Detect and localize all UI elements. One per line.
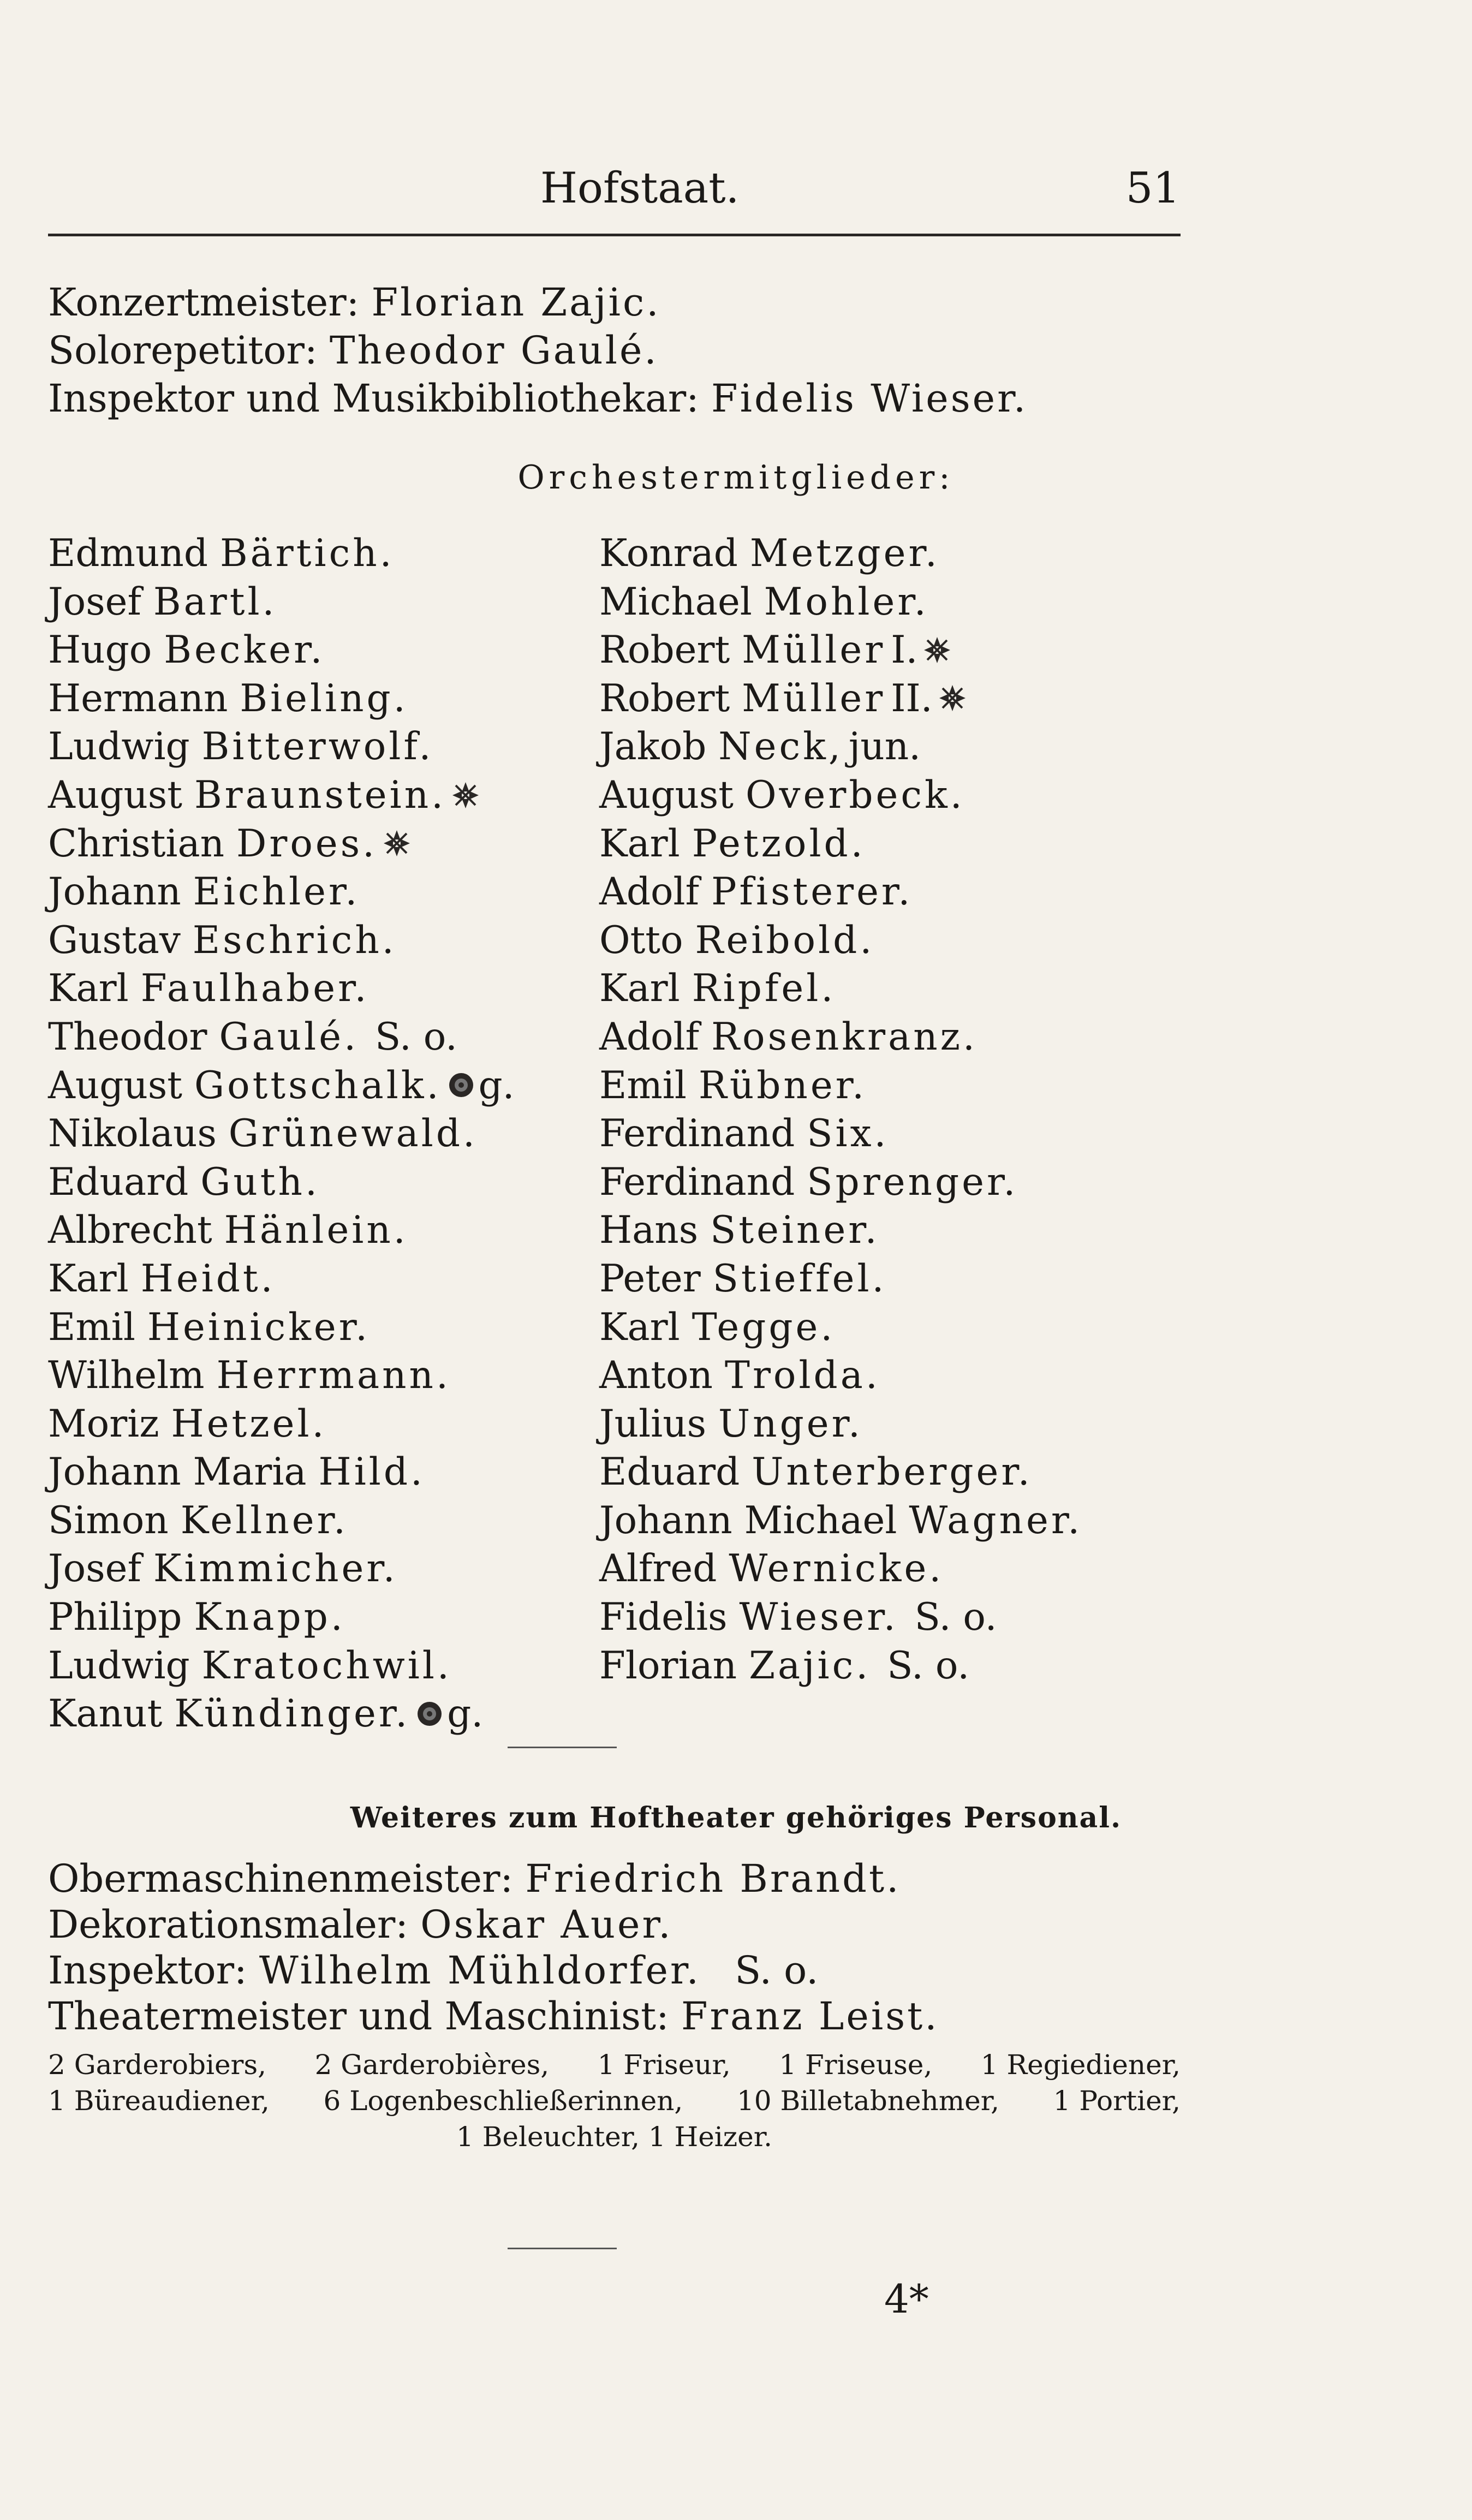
member-given-name: Edmund: [48, 532, 208, 575]
section-divider: [508, 1747, 617, 1748]
member-entry: [48, 1690, 588, 1738]
member-given-name: Ludwig: [48, 725, 190, 769]
member-entry: [599, 723, 1200, 771]
member-given-name: Gustav: [48, 918, 181, 962]
member-given-name: Josef: [48, 580, 141, 624]
member-family-name: Kimmicher.: [153, 1547, 398, 1591]
member-entry: [599, 1013, 1200, 1062]
staff-name: Theodor Gaulé.: [329, 328, 659, 373]
member-family-name: Tegge.: [692, 1305, 836, 1349]
order-cross-icon: [382, 822, 412, 871]
member-given-name: Karl: [599, 1305, 680, 1349]
member-entry: [48, 1303, 588, 1352]
signature-mark: 4*: [884, 2276, 929, 2322]
member-given-name: Eduard: [599, 1450, 740, 1494]
member-entry: [48, 1642, 588, 1690]
member-given-name: Florian: [599, 1643, 737, 1688]
member-given-name: Alfred: [599, 1547, 717, 1591]
order-medal-icon: [414, 1693, 445, 1741]
member-entry: [48, 626, 588, 675]
member-given-name: Hans: [599, 1208, 699, 1253]
staff-name: Fidelis Wieser.: [711, 376, 1028, 421]
misc-personnel-item: 2 Garderobiers,: [48, 2049, 266, 2081]
member-given-name: Johann Maria: [48, 1450, 307, 1494]
member-entry: [48, 529, 588, 578]
member-entry: [599, 626, 1200, 675]
member-family-name: Gottschalk.: [194, 1063, 442, 1107]
orchestra-heading: Orchestermitglieder:: [517, 458, 955, 497]
staff-role: Solorepetitor:: [48, 328, 318, 373]
member-family-name: Reibold.: [695, 918, 875, 962]
member-family-name: Droes.: [236, 821, 378, 866]
member-given-name: Anton: [599, 1354, 713, 1398]
member-family-name: Steiner.: [710, 1208, 880, 1253]
staff-role: Dekorationsmaler:: [48, 1902, 408, 1947]
member-family-name: Zajic.: [749, 1643, 871, 1688]
member-family-name: Faulhaber.: [140, 967, 370, 1011]
member-given-name: Emil: [599, 1063, 687, 1107]
member-family-name: Ripfel.: [692, 967, 836, 1011]
staff-name: Florian Zajic.: [371, 280, 661, 325]
member-entry: [599, 1593, 1200, 1642]
member-given-name: Josef: [48, 1547, 141, 1591]
member-given-name: Robert: [599, 676, 730, 720]
member-entry: [599, 529, 1200, 578]
staff-note: S. o.: [735, 1948, 819, 1993]
member-entry: [48, 820, 588, 868]
staff-name: Wilhelm Mühldorfer.: [259, 1948, 701, 1993]
header-rule: [48, 234, 1181, 236]
member-entry: [48, 964, 588, 1013]
member-given-name: Wilhelm: [48, 1354, 205, 1398]
member-given-name: Michael: [599, 580, 752, 624]
member-entry: [599, 578, 1200, 627]
member-family-name: Kellner.: [180, 1498, 348, 1542]
misc-personnel-line: 1 Beleuchter, 1 Heizer.: [456, 2121, 773, 2153]
staff-role: Theatermeister und Maschinist:: [48, 1994, 669, 2039]
member-entry: [48, 1400, 588, 1449]
staff-line: [48, 1993, 1194, 2039]
member-entry: [599, 1642, 1200, 1690]
members-left-column: [48, 529, 588, 1738]
member-entry: [48, 1448, 588, 1497]
page-number: 51: [1125, 164, 1180, 213]
member-family-name: Knapp.: [194, 1595, 345, 1640]
member-entry: [599, 1158, 1200, 1207]
member-family-name: Trolda.: [724, 1354, 880, 1398]
member-family-name: Wieser.: [739, 1595, 898, 1640]
member-family-name: Eichler.: [193, 870, 360, 914]
member-note: S. o.: [887, 1643, 970, 1688]
staff-line: [48, 278, 1183, 326]
member-given-name: Jakob: [599, 725, 707, 769]
staff-role: Obermaschinenmeister:: [48, 1856, 514, 1901]
member-family-name: Rosenkranz.: [711, 1015, 978, 1059]
member-family-name: Sprenger.: [807, 1160, 1018, 1204]
member-given-name: Karl: [48, 1256, 129, 1301]
member-given-name: August: [599, 773, 734, 817]
member-given-name: Fidelis: [599, 1595, 728, 1640]
member-entry: [599, 1545, 1200, 1593]
member-family-name: Wernicke.: [729, 1547, 944, 1591]
misc-personnel-item: 1 Portier,: [1053, 2085, 1181, 2117]
staff-role: Inspektor und Musikbibliothekar:: [48, 376, 699, 421]
member-family-name: Kündinger.: [174, 1692, 410, 1736]
misc-personnel-item: 10 Billetabnehmer,: [736, 2085, 1000, 2117]
member-family-name: Stieffel.: [712, 1256, 887, 1301]
member-family-name: Guth.: [200, 1160, 320, 1204]
staff-line: [48, 1947, 1194, 1993]
member-entry: [599, 820, 1200, 868]
member-entry: [599, 1448, 1200, 1497]
member-suffix: I.: [891, 628, 918, 672]
member-given-name: Karl: [599, 821, 680, 866]
member-given-name: Moriz: [48, 1402, 159, 1446]
member-given-name: Philipp: [48, 1595, 182, 1640]
member-entry: [599, 1255, 1200, 1303]
member-entry: [48, 1545, 588, 1593]
misc-personnel-item: 1 Friseur,: [597, 2049, 731, 2081]
staff-name: Oskar Auer.: [420, 1902, 673, 1947]
member-given-name: Hermann: [48, 676, 228, 720]
member-family-name: Grünewald.: [228, 1112, 478, 1156]
member-entry: [48, 771, 588, 820]
member-family-name: Braunstein.: [194, 773, 446, 817]
member-entry: [48, 723, 588, 771]
member-entry: [599, 1206, 1200, 1255]
member-entry: [48, 1158, 588, 1207]
misc-personnel-line: [48, 2083, 1181, 2119]
member-note: g.: [447, 1692, 484, 1736]
section-divider: [508, 2248, 617, 2249]
staff-name: Franz Leist.: [681, 1994, 939, 2039]
member-note: g.: [478, 1063, 515, 1107]
staff-role: Konzertmeister:: [48, 280, 360, 325]
misc-personnel-item: 1 Friseuse,: [779, 2049, 933, 2081]
member-entry: [599, 1303, 1200, 1352]
member-family-name: Bartl.: [153, 580, 277, 624]
member-entry: [599, 1110, 1200, 1158]
member-entry: [599, 1062, 1200, 1110]
members-right-column: [599, 529, 1200, 1690]
member-given-name: Ferdinand: [599, 1160, 795, 1204]
member-family-name: Petzold.: [692, 821, 866, 866]
member-given-name: August: [48, 773, 183, 817]
member-entry: [48, 1110, 588, 1158]
member-given-name: Ferdinand: [599, 1112, 795, 1156]
member-family-name: Neck,: [718, 725, 843, 769]
member-family-name: Kratochwil.: [201, 1643, 452, 1688]
member-given-name: Konrad: [599, 532, 738, 575]
staff-line: [48, 1856, 1194, 1902]
member-entry: [599, 964, 1200, 1013]
member-family-name: Overbeck.: [745, 773, 965, 817]
member-given-name: August: [48, 1063, 183, 1107]
staff-line: [48, 326, 1183, 374]
member-family-name: Heidt.: [140, 1256, 276, 1301]
further-personnel-heading: Weiteres zum Hoftheater gehöriges Personal.: [350, 1801, 1122, 1834]
member-note: S. o.: [914, 1595, 997, 1640]
member-given-name: Johann Michael: [599, 1498, 897, 1542]
member-suffix: jun.: [848, 725, 921, 769]
member-given-name: Simon: [48, 1498, 169, 1542]
member-given-name: Robert: [599, 628, 730, 672]
member-family-name: Pfisterer.: [711, 870, 913, 914]
member-family-name: Herrmann.: [216, 1354, 451, 1398]
member-given-name: Christian: [48, 821, 225, 866]
member-entry: [599, 1351, 1200, 1400]
member-given-name: Adolf: [599, 1015, 700, 1059]
member-entry: [599, 1497, 1200, 1545]
misc-personnel-item: 2 Garderobières,: [314, 2049, 550, 2081]
member-given-name: Adolf: [599, 870, 700, 914]
member-suffix: II.: [891, 676, 933, 720]
member-entry: [48, 675, 588, 723]
member-given-name: Emil: [48, 1305, 135, 1349]
member-entry: [48, 868, 588, 916]
member-family-name: Bitterwolf.: [201, 725, 434, 769]
member-family-name: Hetzel.: [171, 1402, 327, 1446]
member-given-name: Eduard: [48, 1160, 189, 1204]
member-family-name: Bärtich.: [219, 532, 395, 575]
member-entry: [48, 1593, 588, 1642]
member-given-name: Julius: [599, 1402, 707, 1446]
member-family-name: Unger.: [718, 1402, 863, 1446]
misc-personnel-line: [48, 2047, 1181, 2083]
member-family-name: Metzger.: [749, 532, 940, 575]
member-entry: [599, 1400, 1200, 1449]
member-given-name: Peter: [599, 1256, 701, 1301]
member-family-name: Hänlein.: [224, 1208, 408, 1253]
staff-name: Friedrich Brandt.: [525, 1856, 901, 1901]
member-given-name: Ludwig: [48, 1643, 190, 1688]
member-family-name: Rübner.: [698, 1063, 867, 1107]
staff-line: [48, 374, 1183, 422]
member-family-name: Becker.: [164, 628, 325, 672]
member-entry: [48, 1206, 588, 1255]
member-entry: [48, 1013, 588, 1062]
member-entry: [599, 675, 1200, 723]
staff-line: [48, 1902, 1194, 1947]
staff-bottom: [48, 1856, 1194, 2039]
member-family-name: Müller: [742, 676, 886, 720]
order-cross-icon: [922, 629, 952, 677]
member-given-name: Nikolaus: [48, 1112, 217, 1156]
member-given-name: Johann: [48, 870, 181, 914]
staff-role: Inspektor:: [48, 1948, 247, 1993]
member-given-name: Albrecht: [48, 1208, 212, 1253]
member-given-name: Karl: [48, 967, 129, 1011]
order-medal-icon: [446, 1064, 476, 1112]
running-head: Hofstaat.: [540, 164, 740, 213]
order-cross-icon: [450, 774, 481, 823]
member-given-name: Kanut: [48, 1692, 163, 1736]
member-family-name: Eschrich.: [192, 918, 397, 962]
member-family-name: Heinicker.: [147, 1305, 371, 1349]
misc-personnel-item: 1 Büreaudiener,: [48, 2085, 270, 2117]
member-entry: [48, 1351, 588, 1400]
member-family-name: Six.: [807, 1112, 889, 1156]
member-entry: [599, 771, 1200, 820]
staff-top: [48, 278, 1183, 422]
member-family-name: Müller: [742, 628, 886, 672]
member-entry: [599, 868, 1200, 916]
order-cross-icon: [937, 677, 968, 725]
member-given-name: Otto: [599, 918, 683, 962]
member-family-name: Wagner.: [909, 1498, 1083, 1542]
misc-personnel: [48, 2047, 1181, 2155]
misc-personnel-item: 1 Regiediener,: [980, 2049, 1181, 2081]
member-entry: [599, 916, 1200, 965]
member-note: S. o.: [375, 1015, 457, 1059]
member-entry: [48, 578, 588, 627]
member-given-name: Theodor: [48, 1015, 207, 1059]
member-family-name: Bieling.: [240, 676, 408, 720]
member-family-name: Unterberger.: [752, 1450, 1033, 1494]
member-family-name: Hild.: [318, 1450, 425, 1494]
member-given-name: Karl: [599, 967, 680, 1011]
member-entry: [48, 916, 588, 965]
member-family-name: Gaulé.: [219, 1015, 359, 1059]
misc-personnel-item: 6 Logenbeschließerinnen,: [323, 2085, 683, 2117]
member-entry: [48, 1255, 588, 1303]
member-family-name: Mohler.: [764, 580, 929, 624]
member-given-name: Hugo: [48, 628, 152, 672]
member-entry: [48, 1062, 588, 1110]
member-entry: [48, 1497, 588, 1545]
